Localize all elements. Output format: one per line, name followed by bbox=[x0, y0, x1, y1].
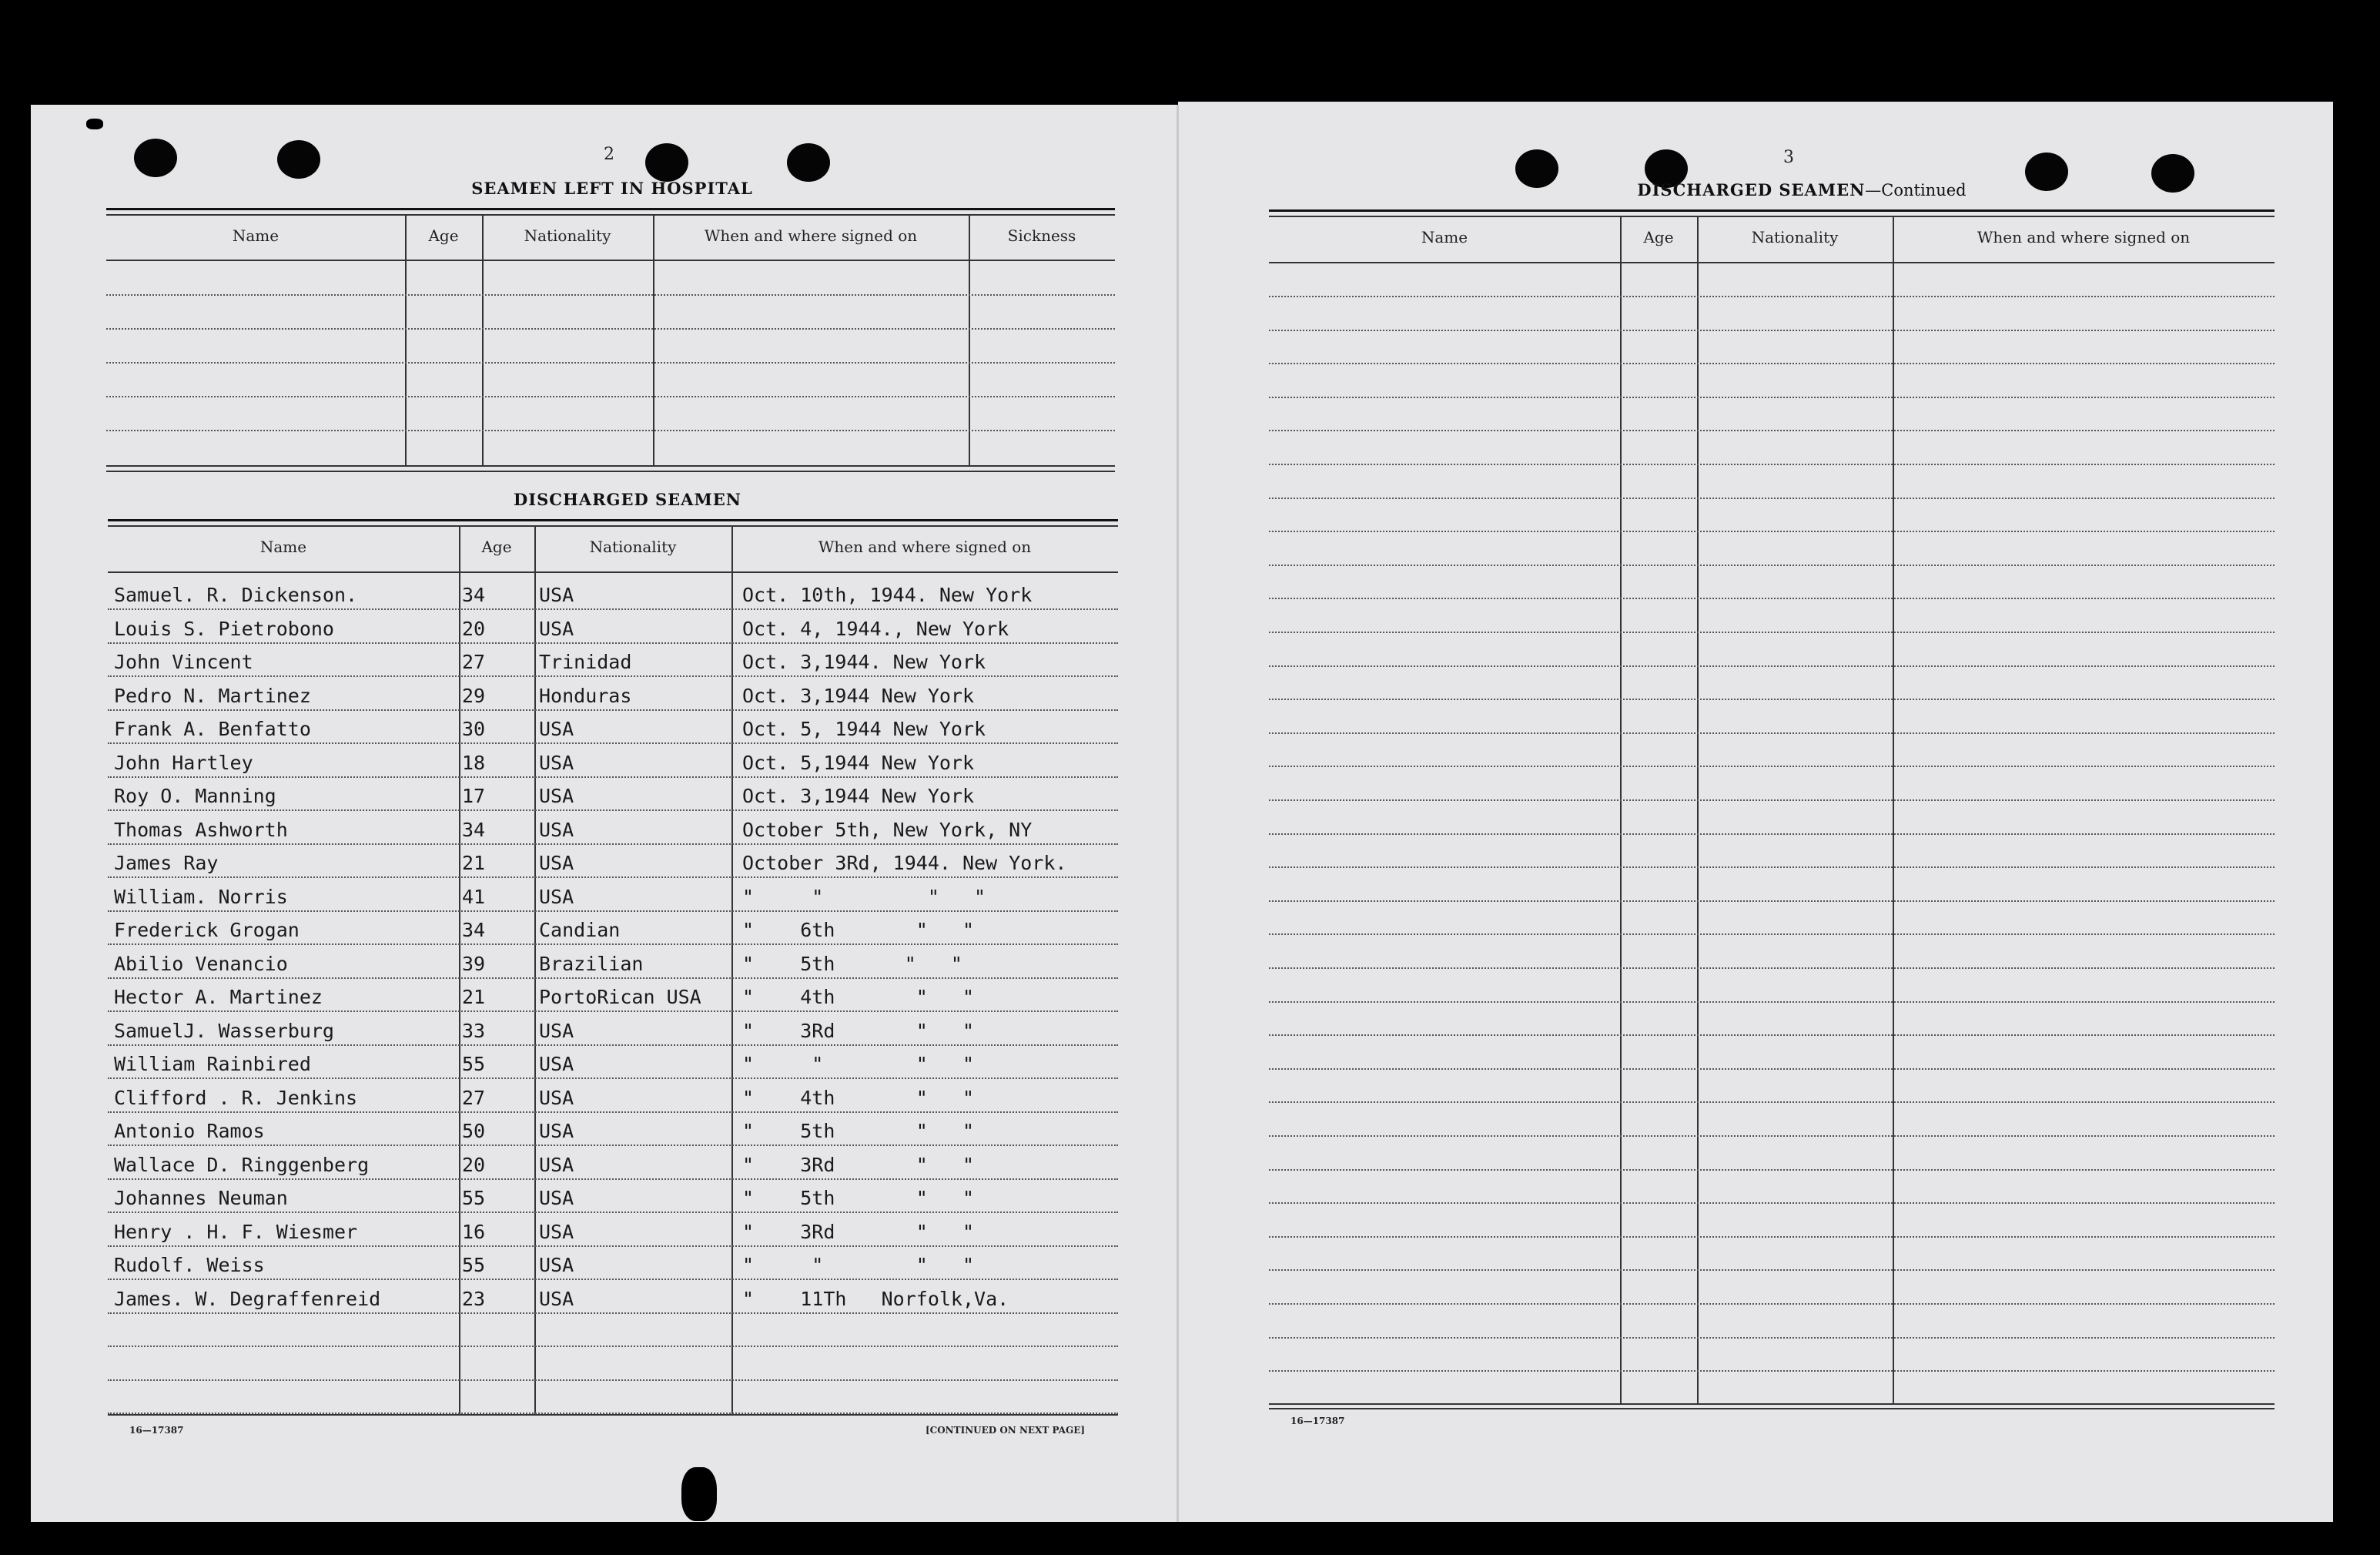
seaman-age: 29 bbox=[462, 685, 486, 707]
signed-on: October 5th, New York, NY bbox=[742, 819, 1033, 841]
punch-hole bbox=[645, 143, 688, 182]
seaman-age: 18 bbox=[462, 752, 486, 774]
entry-line bbox=[108, 1010, 1118, 1012]
entry-line bbox=[1269, 1135, 2275, 1137]
entry-line bbox=[108, 809, 1118, 811]
seaman-name: William. Norris bbox=[114, 886, 288, 908]
seaman-nationality: USA bbox=[539, 1254, 574, 1276]
entry-line bbox=[1269, 598, 2275, 599]
entry-line bbox=[108, 1211, 1118, 1213]
form-code: 16—17387 bbox=[1290, 1416, 1345, 1426]
right-page bbox=[1178, 102, 2333, 1522]
rule-bottom bbox=[106, 465, 1115, 467]
column-header: Nationality bbox=[524, 226, 611, 245]
punch-hole bbox=[2151, 154, 2194, 193]
rule-header bbox=[1269, 262, 2275, 263]
ink-speck bbox=[86, 119, 103, 129]
entry-line bbox=[1269, 363, 2275, 364]
rule-top-2 bbox=[1269, 216, 2275, 217]
entry-line bbox=[108, 943, 1118, 945]
entry-line bbox=[1269, 1269, 2275, 1271]
rule-bottom bbox=[1269, 1403, 2275, 1405]
entry-line bbox=[1269, 1303, 2275, 1305]
column-header: Age bbox=[428, 226, 459, 245]
entry-line bbox=[106, 396, 1115, 397]
column-header: When and where signed on bbox=[704, 226, 918, 245]
signed-on: " 5th " " bbox=[742, 953, 962, 975]
signed-on: " " " " bbox=[742, 1254, 975, 1276]
punch-hole bbox=[1515, 149, 1558, 188]
entry-line bbox=[1269, 1034, 2275, 1036]
entry-line bbox=[1269, 1169, 2275, 1171]
entry-line bbox=[108, 608, 1118, 610]
entry-line bbox=[1269, 933, 2275, 935]
signed-on: October 3Rd, 1944. New York. bbox=[742, 852, 1067, 874]
column-divider bbox=[534, 525, 536, 1416]
seaman-name: Henry . H. F. Wiesmer bbox=[114, 1221, 358, 1243]
seaman-nationality: USA bbox=[539, 1020, 574, 1042]
discharged-section-title: DISCHARGED SEAMEN bbox=[514, 490, 741, 509]
signed-on: " 3Rd " " bbox=[742, 1020, 975, 1042]
entry-line bbox=[1269, 1001, 2275, 1003]
entry-line bbox=[108, 709, 1118, 711]
signed-on: Oct. 3,1944 New York bbox=[742, 685, 975, 707]
entry-line bbox=[1269, 799, 2275, 801]
seaman-name: Johannes Neuman bbox=[114, 1187, 288, 1209]
column-header: Name bbox=[259, 538, 307, 556]
seaman-name: Wallace D. Ringgenberg bbox=[114, 1154, 370, 1176]
seaman-age: 20 bbox=[462, 618, 486, 640]
seaman-name: Thomas Ashworth bbox=[114, 819, 288, 841]
seaman-nationality: USA bbox=[539, 1187, 574, 1209]
seaman-age: 55 bbox=[462, 1053, 486, 1075]
rule-bottom-2 bbox=[106, 471, 1115, 472]
entry-line bbox=[108, 910, 1118, 912]
seaman-age: 55 bbox=[462, 1187, 486, 1209]
seaman-age: 30 bbox=[462, 718, 486, 740]
seaman-name: Frank A. Benfatto bbox=[114, 718, 311, 740]
rule-header bbox=[106, 260, 1115, 261]
entry-line bbox=[1269, 397, 2275, 398]
entry-line bbox=[1269, 430, 2275, 431]
seaman-nationality: USA bbox=[539, 618, 574, 640]
seaman-age: 17 bbox=[462, 785, 486, 807]
seaman-name: Louis S. Pietrobono bbox=[114, 618, 334, 640]
seaman-name: James. W. Degraffenreid bbox=[114, 1288, 381, 1310]
seaman-nationality: USA bbox=[539, 1221, 574, 1243]
rule-top bbox=[1269, 209, 2275, 212]
entry-line bbox=[108, 876, 1118, 878]
entry-line bbox=[106, 430, 1115, 431]
seaman-nationality: USA bbox=[539, 1053, 574, 1075]
column-header: Age bbox=[1643, 228, 1674, 246]
entry-line bbox=[108, 1312, 1118, 1314]
column-divider bbox=[459, 525, 460, 1416]
entry-line bbox=[1269, 1337, 2275, 1339]
entry-line bbox=[1269, 330, 2275, 331]
form-code: 16—17387 bbox=[129, 1425, 184, 1436]
entry-line bbox=[1269, 766, 2275, 767]
entry-line bbox=[108, 1245, 1118, 1247]
seaman-age: 16 bbox=[462, 1221, 486, 1243]
signed-on: " 11Th Norfolk,Va. bbox=[742, 1288, 1009, 1310]
entry-line bbox=[1269, 900, 2275, 902]
entry-line bbox=[1269, 833, 2275, 835]
seaman-nationality: Brazilian bbox=[539, 953, 644, 975]
seaman-name: Rudolf. Weiss bbox=[114, 1254, 265, 1276]
page-number: 3 bbox=[1783, 148, 1794, 167]
signed-on: " " " " bbox=[742, 1053, 975, 1075]
hospital-section-title: SEAMEN LEFT IN HOSPITAL bbox=[471, 179, 753, 198]
signed-on: " " " " bbox=[742, 886, 986, 908]
entry-line bbox=[1269, 1101, 2275, 1103]
entry-line bbox=[108, 1111, 1118, 1113]
seaman-nationality: USA bbox=[539, 1288, 574, 1310]
signed-on: Oct. 3,1944 New York bbox=[742, 785, 975, 807]
seaman-age: 34 bbox=[462, 584, 486, 606]
seaman-age: 21 bbox=[462, 852, 486, 874]
entry-line bbox=[108, 1346, 1118, 1347]
rule-top bbox=[108, 519, 1118, 521]
punch-hole bbox=[2025, 152, 2068, 191]
column-header: Sickness bbox=[1007, 226, 1076, 245]
seaman-name: Samuel. R. Dickenson. bbox=[114, 584, 358, 606]
column-divider bbox=[405, 214, 407, 467]
column-divider bbox=[1620, 216, 1622, 1405]
seaman-nationality: Candian bbox=[539, 919, 621, 941]
seaman-nationality: USA bbox=[539, 852, 574, 874]
ink-speck bbox=[681, 1467, 717, 1521]
entry-line bbox=[1269, 732, 2275, 734]
seaman-nationality: USA bbox=[539, 819, 574, 841]
continued-note: [CONTINUED ON NEXT PAGE] bbox=[926, 1425, 1086, 1436]
seaman-age: 33 bbox=[462, 1020, 486, 1042]
entry-line bbox=[108, 1379, 1118, 1381]
seaman-nationality: Trinidad bbox=[539, 651, 632, 673]
entry-line bbox=[1269, 565, 2275, 566]
seaman-nationality: Honduras bbox=[539, 685, 632, 707]
entry-line bbox=[1269, 296, 2275, 297]
seaman-name: SamuelJ. Wasserburg bbox=[114, 1020, 334, 1042]
seaman-age: 41 bbox=[462, 886, 486, 908]
column-header: Name bbox=[1421, 228, 1468, 246]
signed-on: " 4th " " bbox=[742, 1087, 975, 1109]
column-header: Name bbox=[232, 226, 280, 245]
seaman-age: 27 bbox=[462, 1087, 486, 1109]
seaman-age: 23 bbox=[462, 1288, 486, 1310]
continued-section-title bbox=[1586, 180, 2017, 199]
seaman-age: 55 bbox=[462, 1254, 486, 1276]
signed-on: " 6th " " bbox=[742, 919, 975, 941]
signed-on: Oct. 5,1944 New York bbox=[742, 752, 975, 774]
seaman-age: 34 bbox=[462, 819, 486, 841]
entry-line bbox=[1269, 967, 2275, 969]
seaman-nationality: USA bbox=[539, 1120, 574, 1142]
seaman-name: Pedro N. Martinez bbox=[114, 685, 311, 707]
punch-hole bbox=[134, 139, 177, 177]
entry-line bbox=[106, 328, 1115, 330]
seaman-name: Antonio Ramos bbox=[114, 1120, 265, 1142]
rule-header bbox=[108, 571, 1118, 573]
signed-on: Oct. 5, 1944 New York bbox=[742, 718, 986, 740]
signed-on: " 5th " " bbox=[742, 1120, 975, 1142]
rule-top bbox=[106, 208, 1115, 210]
entry-line bbox=[108, 642, 1118, 644]
seaman-nationality: USA bbox=[539, 752, 574, 774]
column-divider bbox=[969, 214, 970, 467]
seaman-nationality: USA bbox=[539, 584, 574, 606]
entry-line bbox=[108, 843, 1118, 845]
column-header: Nationality bbox=[1751, 228, 1839, 246]
entry-line bbox=[108, 742, 1118, 744]
signed-on: " 3Rd " " bbox=[742, 1154, 975, 1176]
rule-bottom-2 bbox=[1269, 1408, 2275, 1409]
page-number: 2 bbox=[604, 145, 614, 164]
page-fold bbox=[1177, 105, 1179, 1522]
seaman-nationality: PortoRican USA bbox=[539, 986, 701, 1008]
entry-line bbox=[108, 1144, 1118, 1146]
entry-line bbox=[1269, 1202, 2275, 1204]
seaman-name: John Vincent bbox=[114, 651, 253, 673]
seaman-nationality: USA bbox=[539, 1087, 574, 1109]
entry-line bbox=[108, 675, 1118, 677]
entry-line bbox=[1269, 531, 2275, 532]
entry-line bbox=[108, 977, 1118, 979]
column-header: When and where signed on bbox=[818, 538, 1032, 556]
entry-line bbox=[106, 362, 1115, 364]
punch-hole bbox=[277, 140, 320, 179]
signed-on: Oct. 10th, 1944. New York bbox=[742, 584, 1033, 606]
column-divider bbox=[482, 214, 484, 467]
seaman-nationality: USA bbox=[539, 785, 574, 807]
seaman-nationality: USA bbox=[539, 886, 574, 908]
entry-line bbox=[1269, 866, 2275, 868]
signed-on: Oct. 4, 1944., New York bbox=[742, 618, 1009, 640]
title-main: DISCHARGED SEAMEN bbox=[1637, 180, 1866, 199]
seaman-name: Hector A. Martinez bbox=[114, 986, 323, 1008]
seaman-name: Frederick Grogan bbox=[114, 919, 300, 941]
punch-hole bbox=[787, 143, 830, 182]
seaman-name: James Ray bbox=[114, 852, 219, 874]
entry-line bbox=[1269, 632, 2275, 633]
rule-top-2 bbox=[108, 525, 1118, 527]
signed-on: " 5th " " bbox=[742, 1187, 975, 1209]
entry-line bbox=[1269, 1068, 2275, 1070]
entry-line bbox=[1269, 1370, 2275, 1372]
entry-line bbox=[106, 294, 1115, 296]
seaman-nationality: USA bbox=[539, 718, 574, 740]
entry-line bbox=[1269, 464, 2275, 465]
seaman-age: 20 bbox=[462, 1154, 486, 1176]
entry-line bbox=[1269, 498, 2275, 499]
entry-line bbox=[108, 776, 1118, 778]
entry-line bbox=[108, 1178, 1118, 1180]
signed-on: " 4th " " bbox=[742, 986, 975, 1008]
seaman-age: 34 bbox=[462, 919, 486, 941]
entry-line bbox=[108, 1279, 1118, 1280]
title-continued: —Continued bbox=[1865, 181, 1967, 199]
signed-on: " 3Rd " " bbox=[742, 1221, 975, 1243]
column-divider bbox=[731, 525, 733, 1416]
column-header: When and where signed on bbox=[1977, 228, 2191, 246]
entry-line bbox=[1269, 699, 2275, 700]
entry-line bbox=[1269, 665, 2275, 667]
seaman-nationality: USA bbox=[539, 1154, 574, 1176]
entry-line bbox=[108, 1044, 1118, 1046]
seaman-age: 50 bbox=[462, 1120, 486, 1142]
seaman-name: William Rainbired bbox=[114, 1053, 311, 1075]
entry-line bbox=[108, 1077, 1118, 1079]
signed-on: Oct. 3,1944. New York bbox=[742, 651, 986, 673]
seaman-age: 27 bbox=[462, 651, 486, 673]
column-divider bbox=[1893, 216, 1894, 1405]
column-header: Nationality bbox=[589, 538, 677, 556]
rule-top-2 bbox=[106, 214, 1115, 216]
seaman-name: Clifford . R. Jenkins bbox=[114, 1087, 358, 1109]
column-divider bbox=[653, 214, 654, 467]
seaman-age: 39 bbox=[462, 953, 486, 975]
seaman-name: Abilio Venancio bbox=[114, 953, 288, 975]
column-header: Age bbox=[481, 538, 512, 556]
entry-line bbox=[1269, 1236, 2275, 1238]
column-divider bbox=[1697, 216, 1699, 1405]
rule-bottom bbox=[108, 1414, 1118, 1416]
seaman-name: Roy O. Manning bbox=[114, 785, 276, 807]
seaman-name: John Hartley bbox=[114, 752, 253, 774]
seaman-age: 21 bbox=[462, 986, 486, 1008]
